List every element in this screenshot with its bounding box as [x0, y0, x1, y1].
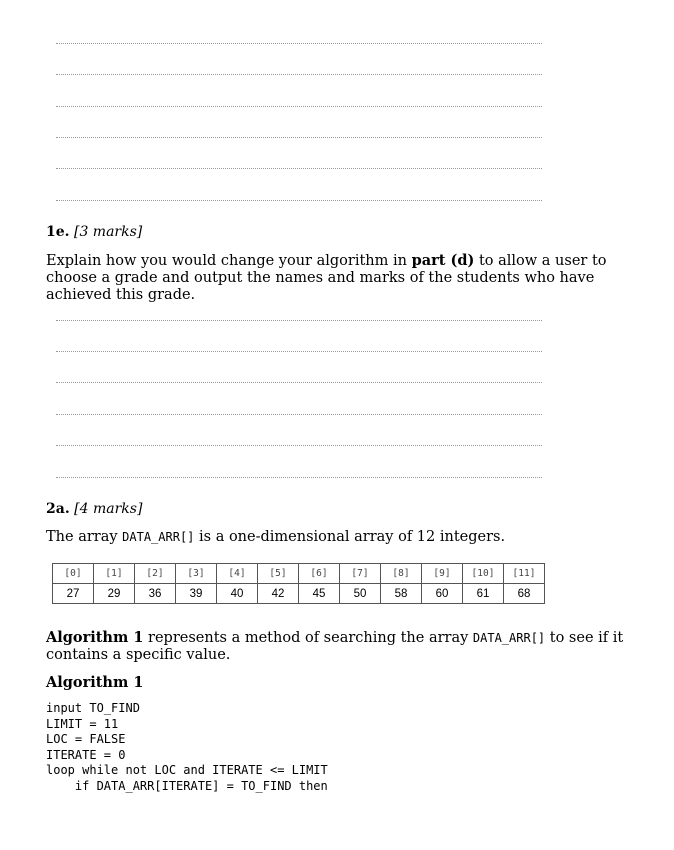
array-value-cell: 60	[422, 584, 463, 604]
answer-line	[56, 445, 542, 446]
code-line: LIMIT = 11	[46, 716, 119, 731]
array-value-cell: 42	[258, 584, 299, 604]
array-index-cell: [5]	[258, 564, 299, 584]
data-array-table	[52, 563, 545, 604]
answer-line	[56, 168, 542, 169]
answer-line	[56, 382, 542, 383]
array-value-cell: 61	[463, 584, 504, 604]
array-index-cell: [0]	[53, 564, 94, 584]
array-index-cell: [11]	[504, 564, 545, 584]
answer-line	[56, 351, 542, 352]
answer-line	[56, 43, 542, 44]
answer-line	[56, 106, 542, 107]
question-number: 2a.	[46, 501, 70, 517]
question-marks: [4 marks]	[74, 501, 143, 517]
array-index-cell: [4]	[217, 564, 258, 584]
array-value-cell: 58	[381, 584, 422, 604]
question-2a-heading	[46, 501, 142, 517]
array-index-cell: [2]	[135, 564, 176, 584]
array-index-cell: [9]	[422, 564, 463, 584]
code-line: LOC = FALSE	[46, 732, 126, 747]
answer-line	[56, 200, 542, 201]
code-line: if DATA_ARR[ITERATE] = TO_FIND then	[46, 778, 328, 793]
array-value-cell: 50	[340, 584, 381, 604]
question-1e-heading	[46, 224, 142, 240]
array-index-cell: [7]	[340, 564, 381, 584]
array-value-cell: 40	[217, 584, 258, 604]
question-marks: [3 marks]	[73, 224, 143, 240]
array-value-cell: 68	[504, 584, 545, 604]
answer-line	[56, 477, 542, 478]
array-value-row	[53, 584, 545, 604]
array-value-cell: 27	[53, 584, 94, 604]
array-value-cell: 29	[94, 584, 135, 604]
answer-line	[56, 137, 542, 138]
algorithm-description: Algorithm 1 represents a method of searching the array DATA_ARR[] to see if it contains a specific value.	[46, 629, 624, 663]
question-2a-intro: The array DATA_ARR[] is a one-dimensional array of 12 integers.	[46, 529, 506, 545]
code-line: input TO_FIND	[46, 701, 140, 715]
array-index-cell: [6]	[299, 564, 340, 584]
array-value-cell: 39	[176, 584, 217, 604]
answer-line	[56, 320, 542, 321]
question-number: 1e.	[46, 224, 70, 240]
answer-line	[56, 74, 542, 75]
algorithm-heading: Algorithm 1	[46, 674, 144, 691]
array-value-cell: 45	[299, 584, 340, 604]
array-value-cell: 36	[135, 584, 176, 604]
array-index-cell: [1]	[94, 564, 135, 584]
array-index-cell: [8]	[381, 564, 422, 584]
answer-line	[56, 414, 542, 415]
array-index-row	[53, 564, 545, 584]
array-index-cell: [3]	[176, 564, 217, 584]
code-line: loop while not LOC and ITERATE <= LIMIT	[46, 763, 328, 778]
code-line: ITERATE = 0	[46, 747, 126, 762]
array-index-cell: [10]	[463, 564, 504, 584]
question-1e-text: Explain how you would change your algorithm in part (d) to allow a user to choose a grade and output the names and marks of the students who have achieved this grade.	[46, 252, 607, 303]
algorithm-code	[46, 701, 328, 795]
